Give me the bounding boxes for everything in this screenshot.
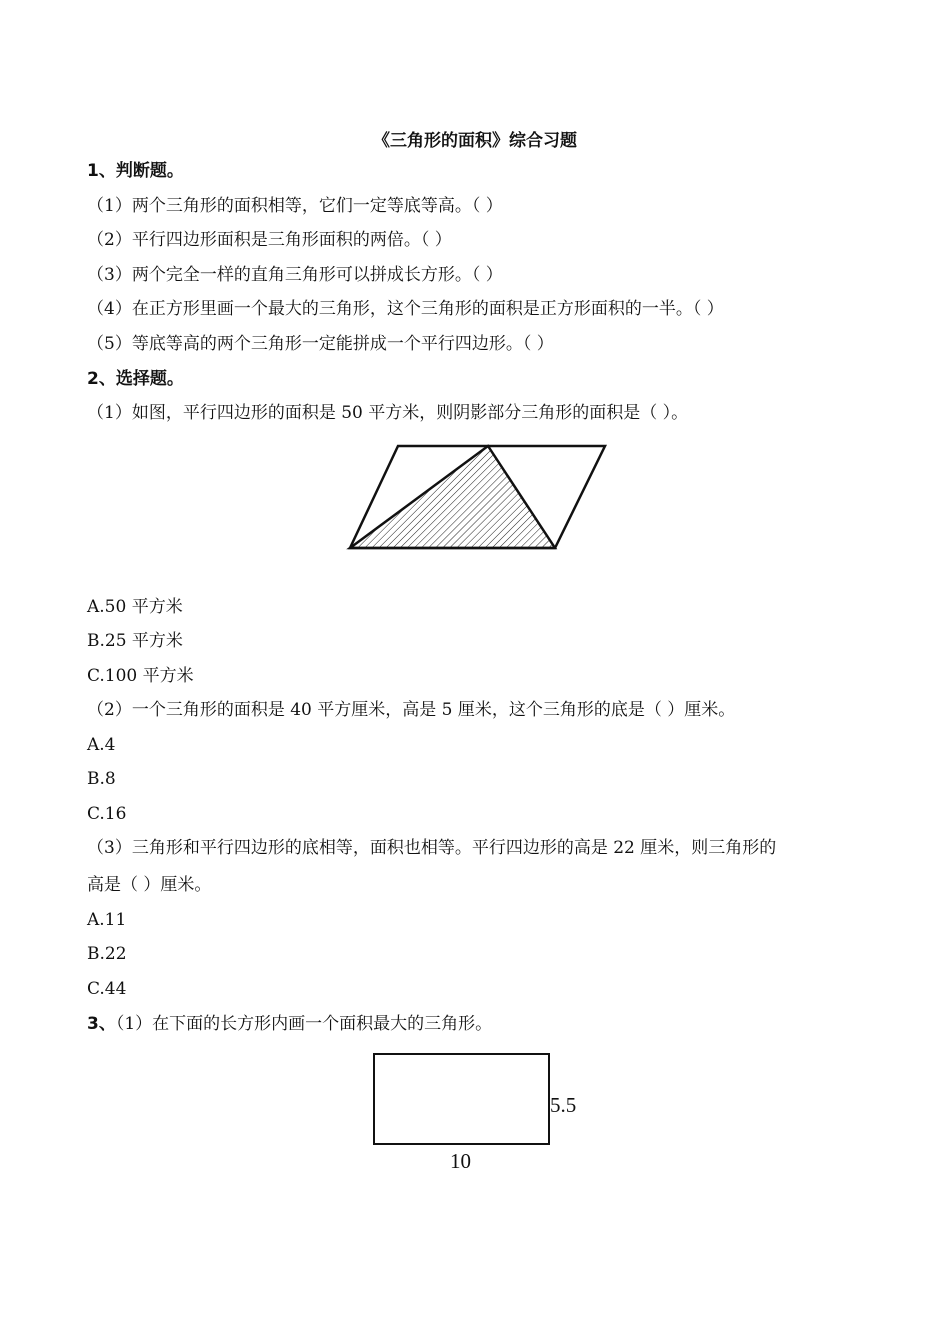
choice-q2-option-b: B.8 [87, 769, 116, 789]
choice-q1-option-b: B.25 平方米 [87, 631, 183, 651]
choice-q1-text: （1）如图，平行四边形的面积是 50 平方米，则阴影部分三角形的面积是（ ）。 [87, 403, 689, 423]
choice-q3-text-line2: 高是（ ）厘米。 [87, 875, 212, 895]
choice-q1-option-a: A.50 平方米 [87, 597, 183, 617]
judge-item-3: （3）两个完全一样的直角三角形可以拼成长方形。（ ） [87, 265, 503, 285]
choice-q2-option-c: C.16 [87, 804, 127, 824]
rect-width-label: 10 [450, 1149, 471, 1173]
judge-item-5: （5）等底等高的两个三角形一定能拼成一个平行四边形。（ ） [87, 334, 554, 354]
choice-q3-option-a: A.11 [87, 910, 127, 930]
choice-q3-option-c: C.44 [87, 979, 127, 999]
rect-height-label: 5.5 [550, 1093, 577, 1117]
draw-q1-text: （1）在下面的长方形内画一个面积最大的三角形。 [115, 1014, 493, 1034]
choice-q3-text-line1: （3）三角形和平行四边形的底相等，面积也相等。平行四边形的高是 22 厘米，则三角形的 [87, 838, 777, 858]
page-title: 《三角形的面积》综合习题 [373, 131, 577, 151]
judge-item-1: （1）两个三角形的面积相等，它们一定等底等高。（ ） [87, 196, 503, 216]
shaded-triangle [350, 446, 555, 548]
section-1-heading: 1、判断题。 [87, 161, 184, 181]
blank-rectangle [373, 1053, 550, 1145]
choice-q2-text: （2）一个三角形的面积是 40 平方厘米，高是 5 厘米，这个三角形的底是（ ）厘米。 [87, 700, 736, 720]
parallelogram-figure [340, 438, 615, 558]
judge-item-2: （2）平行四边形面积是三角形面积的两倍。（ ） [87, 230, 452, 250]
judge-item-4: （4）在正方形里画一个最大的三角形，这个三角形的面积是正方形面积的一半。（ ） [87, 299, 724, 319]
choice-q1-option-c: C.100 平方米 [87, 666, 194, 686]
choice-q2-option-a: A.4 [87, 735, 116, 755]
section-3-heading: 3、 [87, 1014, 116, 1034]
section-3-line [87, 1013, 492, 1035]
choice-q3-option-b: B.22 [87, 944, 127, 964]
section-2-heading: 2、选择题。 [87, 369, 184, 389]
